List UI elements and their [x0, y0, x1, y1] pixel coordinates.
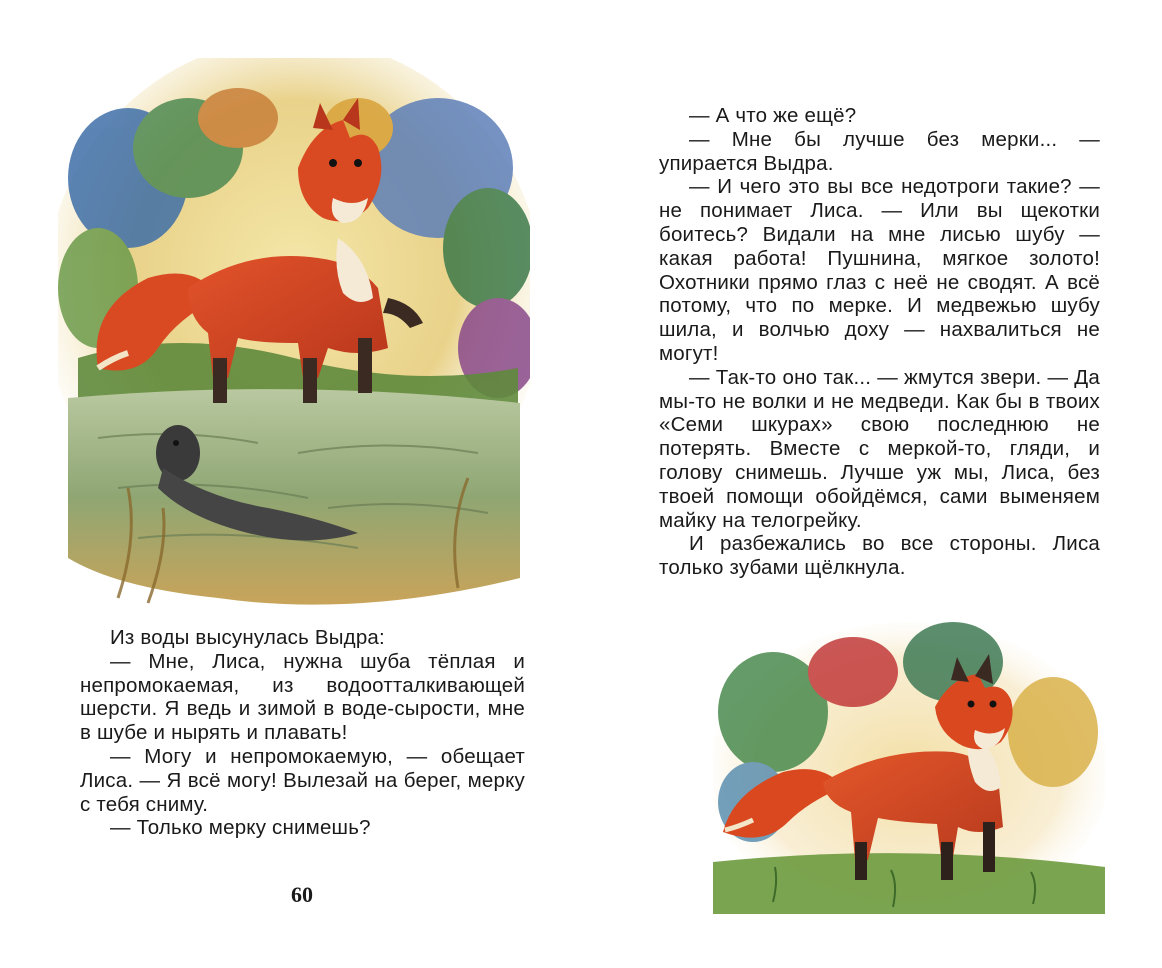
paragraph: — Могу и непромокаемую, — обещает Лиса. — Я всё могу! Вылезай на берег, мерку с тебя сниму.	[80, 744, 525, 816]
standing-fox-illustration	[713, 622, 1105, 914]
right-page	[581, 0, 1162, 968]
fox-and-otter-illustration	[58, 58, 530, 613]
paragraph: — И чего это вы все недотроги такие? — не понимает Лиса. — Или вы щекотки боитесь? Видали на мне лисью шубу — какая работа! Пушнина, мягкое золото! Охотники прямо глаз с неё не сводят. А всё потому, что по мерке. И медвежью шубу шила, и волчью доху — нахвалиться не могут!	[659, 175, 1100, 365]
page-number: 60	[291, 882, 313, 907]
paragraph: — Так-то оно так... — жмутся звери. — Да мы-то не волки и не медведи. Как бы в твоих «Семи шкурах» свою последнюю не потерять. Вместе с меркой-то, гляди, и голову снимешь. Лучше уж мы, Лиса, без твоей помощи обойдёмся, сами выменяем майку на телогрейку.	[659, 365, 1100, 532]
paragraph: Из воды высунулась Выдра:	[110, 626, 385, 649]
right-page-text	[659, 104, 1100, 580]
paragraph: — А что же ещё?	[689, 104, 857, 127]
paragraph: — Мне бы лучше без мерки... — упирается Выдра.	[659, 127, 1100, 175]
paragraph: И разбежались во все стороны. Лиса только зубами щёлкнула.	[659, 532, 1100, 580]
fox-and-otter-icon	[58, 58, 530, 613]
standing-fox-icon	[713, 622, 1105, 914]
paragraph: — Только мерку снимешь?	[110, 816, 371, 840]
paragraph: — Мне, Лиса, нужна шуба тёплая и непромокаемая, из водоотталкивающей шерсти. Я ведь и зимой в воде-сырости, мне в шубе и нырять и плавать!	[80, 649, 525, 745]
left-page-text	[80, 626, 525, 840]
